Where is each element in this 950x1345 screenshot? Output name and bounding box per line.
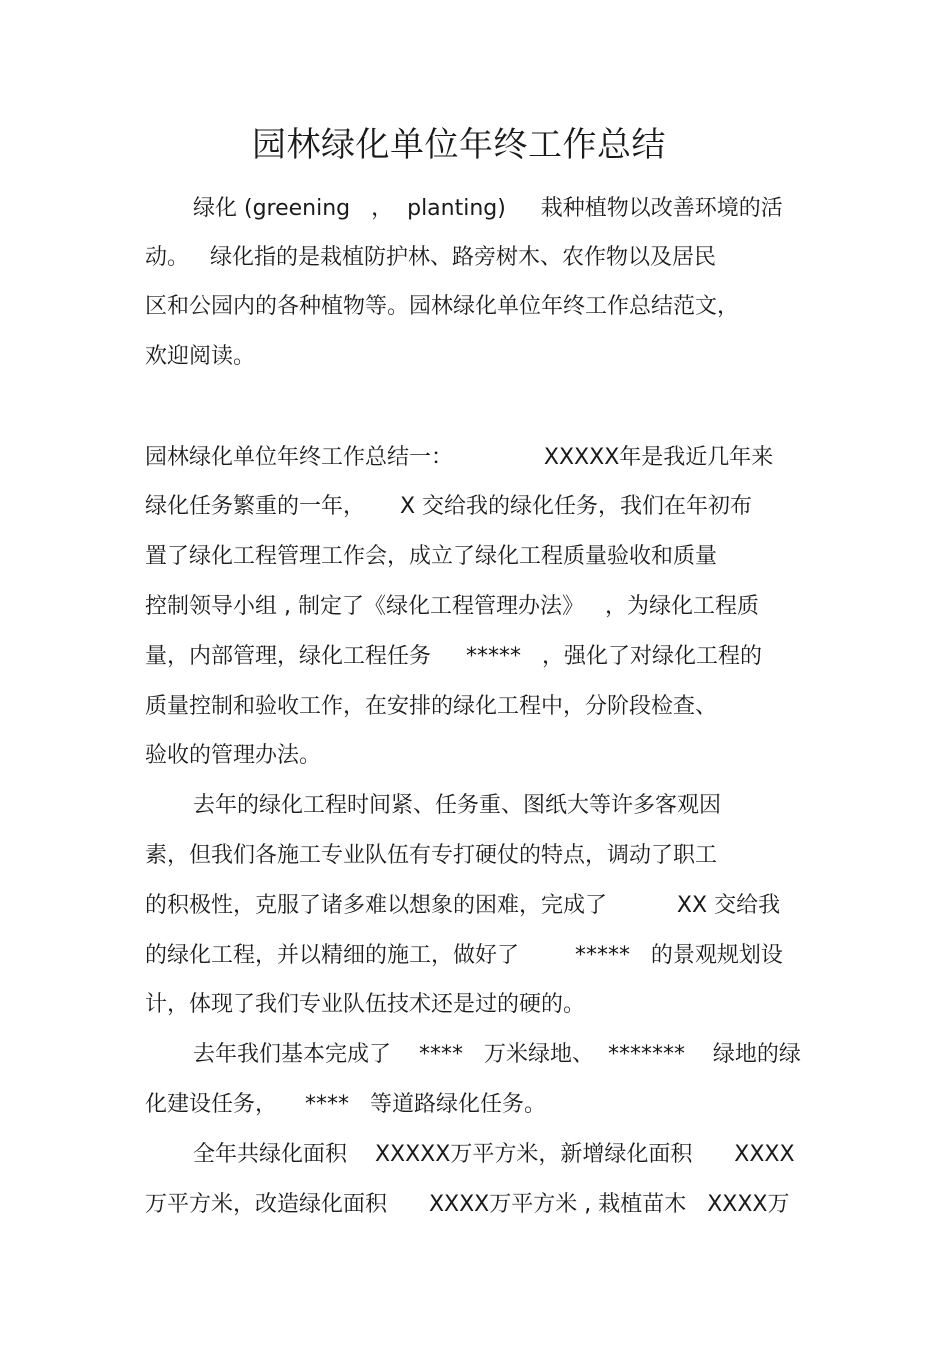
paragraph-line: 万平方米，改造绿化面积 XXXX万平方米 , 栽植苗木 XXXX万 bbox=[145, 1192, 790, 1217]
paragraph-line: 化建设任务， **** 等道路绿化任务。 bbox=[145, 1092, 546, 1117]
paragraph-line: 绿化 (greening ， planting) 栽种植物以改善环境的活 bbox=[193, 196, 783, 221]
paragraph-line: 量，内部管理，绿化工程任务 ***** ，强化了对绿化工程的 bbox=[145, 644, 762, 669]
paragraph-line: 质量控制和验收工作，在安排的绿化工程中，分阶段检查、 bbox=[145, 694, 718, 719]
paragraph-line: 欢迎阅读。 bbox=[145, 344, 256, 369]
paragraph-line: 的绿化工程，并以精细的施工，做好了 ***** 的景观规划设 bbox=[145, 943, 783, 968]
paragraph-line: 区和公园内的各种植物等。园林绿化单位年终工作总结范文， bbox=[145, 294, 740, 319]
paragraph-line: 验收的管理办法。 bbox=[145, 743, 322, 768]
paragraph-line: 置了绿化工程管理工作会，成立了绿化工程质量验收和质量 bbox=[145, 544, 718, 569]
paragraph-line: 去年的绿化工程时间紧、任务重、图纸大等许多客观因 bbox=[193, 793, 722, 818]
paragraph-line: 园林绿化单位年终工作总结一： XXXXX年是我近几年来 bbox=[145, 445, 774, 470]
paragraph-line: 绿化任务繁重的一年， X 交给我的绿化任务，我们在年初布 bbox=[145, 494, 753, 519]
paragraph-line: 动。 绿化指的是栽植防护林、路旁树木、农作物以及居民 bbox=[145, 245, 716, 270]
paragraph-line: 素，但我们各施工专业队伍有专打硬仗的特点，调动了职工 bbox=[145, 843, 718, 868]
paragraph-line: 的积极性，克服了诸多难以想象的困难，完成了 XX 交给我 bbox=[145, 893, 781, 918]
paragraph-line: 全年共绿化面积 XXXXX万平方米，新增绿化面积 XXXX bbox=[193, 1142, 795, 1167]
paragraph-line: 去年我们基本完成了 **** 万米绿地、 ******* 绿地的绿 bbox=[193, 1042, 801, 1067]
paragraph-line: 控制领导小组 , 制定了《绿化工程管理办法》 ，为绿化工程质 bbox=[145, 594, 759, 619]
paragraph-line: 计，体现了我们专业队伍技术还是过的硬的。 bbox=[145, 992, 586, 1017]
document-title: 园林绿化单位年终工作总结 bbox=[252, 125, 666, 165]
